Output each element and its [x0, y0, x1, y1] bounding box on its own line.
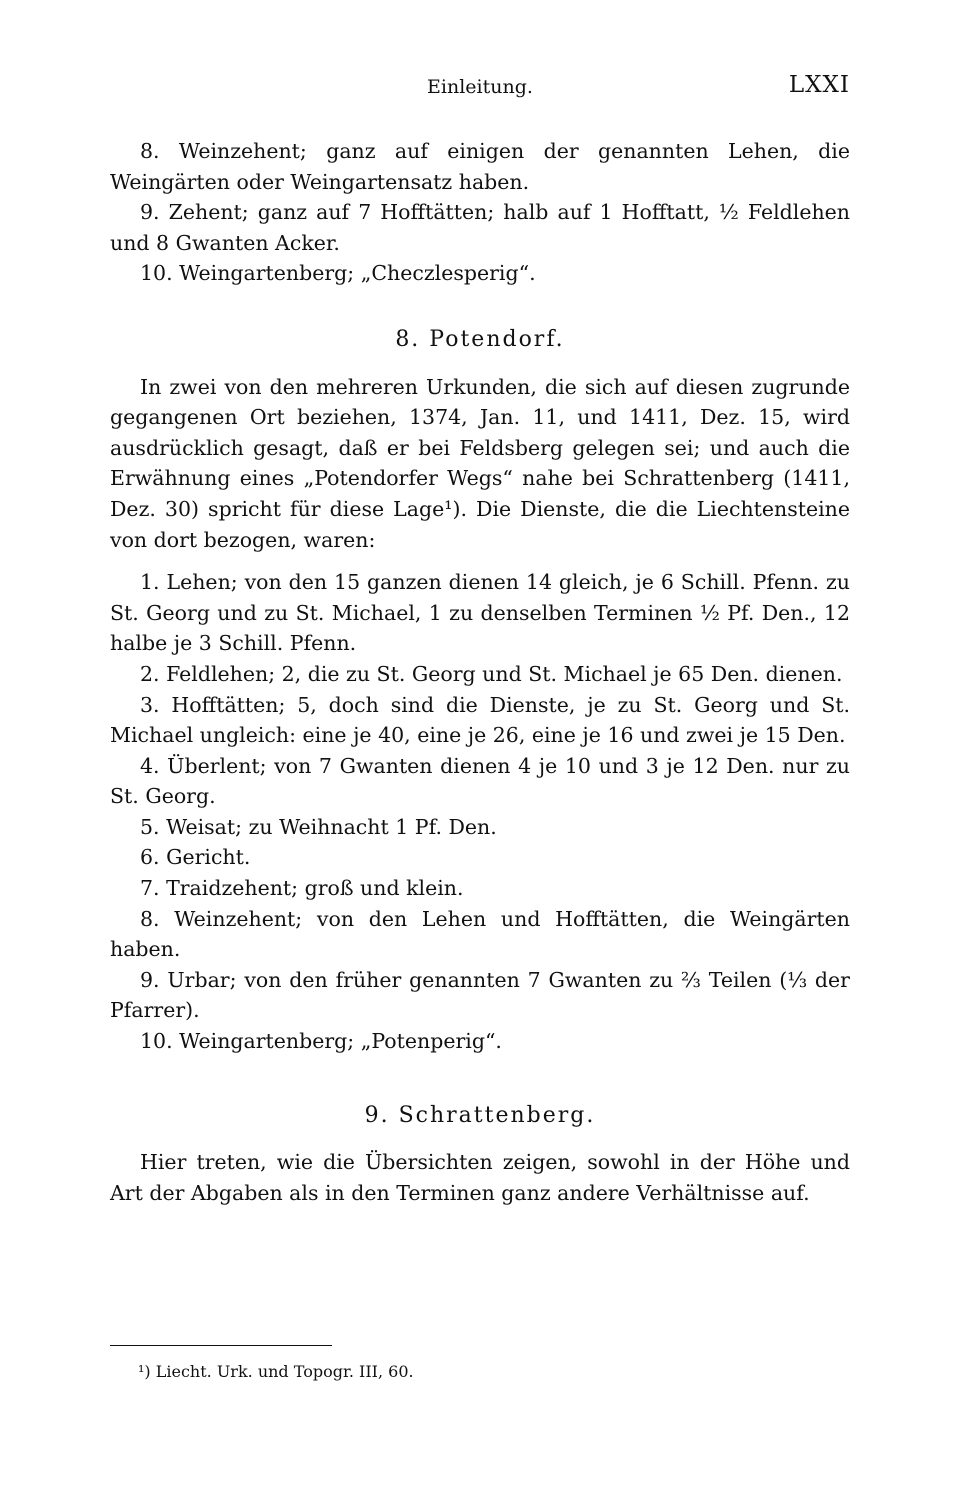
- section-heading: 9. Schrattenberg.: [364, 1102, 596, 1128]
- paragraph: 6. Gericht.: [140, 845, 251, 870]
- paragraph: 8. Weinzehent; von den Lehen und Hofftätten, die Weingärten haben.: [110, 906, 850, 962]
- paragraph: Hier treten, wie die Übersichten zeigen, sowohl in der Höhe und Art der Abgaben als in den Terminen ganz andere Verhältnisse auf.: [110, 1150, 850, 1205]
- paragraph: 7. Traidzehent; groß und klein.: [140, 876, 464, 901]
- section-heading: 8. Potendorf.: [395, 326, 565, 352]
- paragraph: 10. Weingartenberg; „Checzlesperig“.: [140, 261, 536, 286]
- paragraph: 3. Hofftätten; 5, doch sind die Dienste, je zu St. Georg und St. Michael ungleich: eine je 40, eine je 26, eine je 16 und zwei je 15 Den.: [110, 692, 850, 748]
- paragraph: 10. Weingartenberg; „Potenperig“.: [140, 1029, 502, 1054]
- paragraph: 1. Lehen; von den 15 ganzen dienen 14 gleich, je 6 Schill. Pfenn. zu St. Georg und zu St. Michael, 1 zu denselben Terminen ½ Pf. Den., 12 halbe je 3 Schill. Pfenn.: [110, 570, 850, 656]
- running-head: Einleitung.: [427, 76, 533, 98]
- body-text: [110, 136, 850, 1208]
- paragraph: 8. Weinzehent; ganz auf einigen der genannten Lehen, die Weingärten oder Weingartensatz haben.: [110, 139, 850, 194]
- paragraph: 9. Zehent; ganz auf 7 Hofftätten; halb auf 1 Hofftatt, ½ Feldlehen und 8 Gwanten Acker.: [110, 200, 850, 255]
- paragraph: 2. Feldlehen; 2, die zu St. Georg und St. Michael je 65 Den. dienen.: [140, 661, 843, 686]
- page-number: LXXI: [788, 72, 850, 98]
- footnote: ¹) Liecht. Urk. und Topogr. III, 60.: [138, 1362, 414, 1381]
- paragraph: 4. Überlent; von 7 Gwanten dienen 4 je 10 und 3 je 12 Den. nur zu St. Georg.: [110, 753, 850, 809]
- paragraph: 9. Urbar; von den früher genannten 7 Gwanten zu ⅔ Teilen (⅓ der Pfarrer).: [110, 967, 850, 1023]
- paragraph: 5. Weisat; zu Weihnacht 1 Pf. Den.: [140, 814, 497, 839]
- footnote-divider: [110, 1345, 332, 1346]
- paragraph: In zwei von den mehreren Urkunden, die sich auf diesen zugrunde gegangenen Ort beziehen, 1374, Jan. 11, und 1411, Dez. 15, wird ausdrücklich gesagt, daß er bei Feldsberg gelegen sei; und auch die Erwähnung eines „Potendorfer Wegs“ nahe bei Schrattenberg (1411, Dez. 30) spricht für diese Lage¹). Die Dienste, die die Liechtensteine von dort bezogen, waren:: [110, 374, 850, 552]
- page-header: [110, 72, 850, 108]
